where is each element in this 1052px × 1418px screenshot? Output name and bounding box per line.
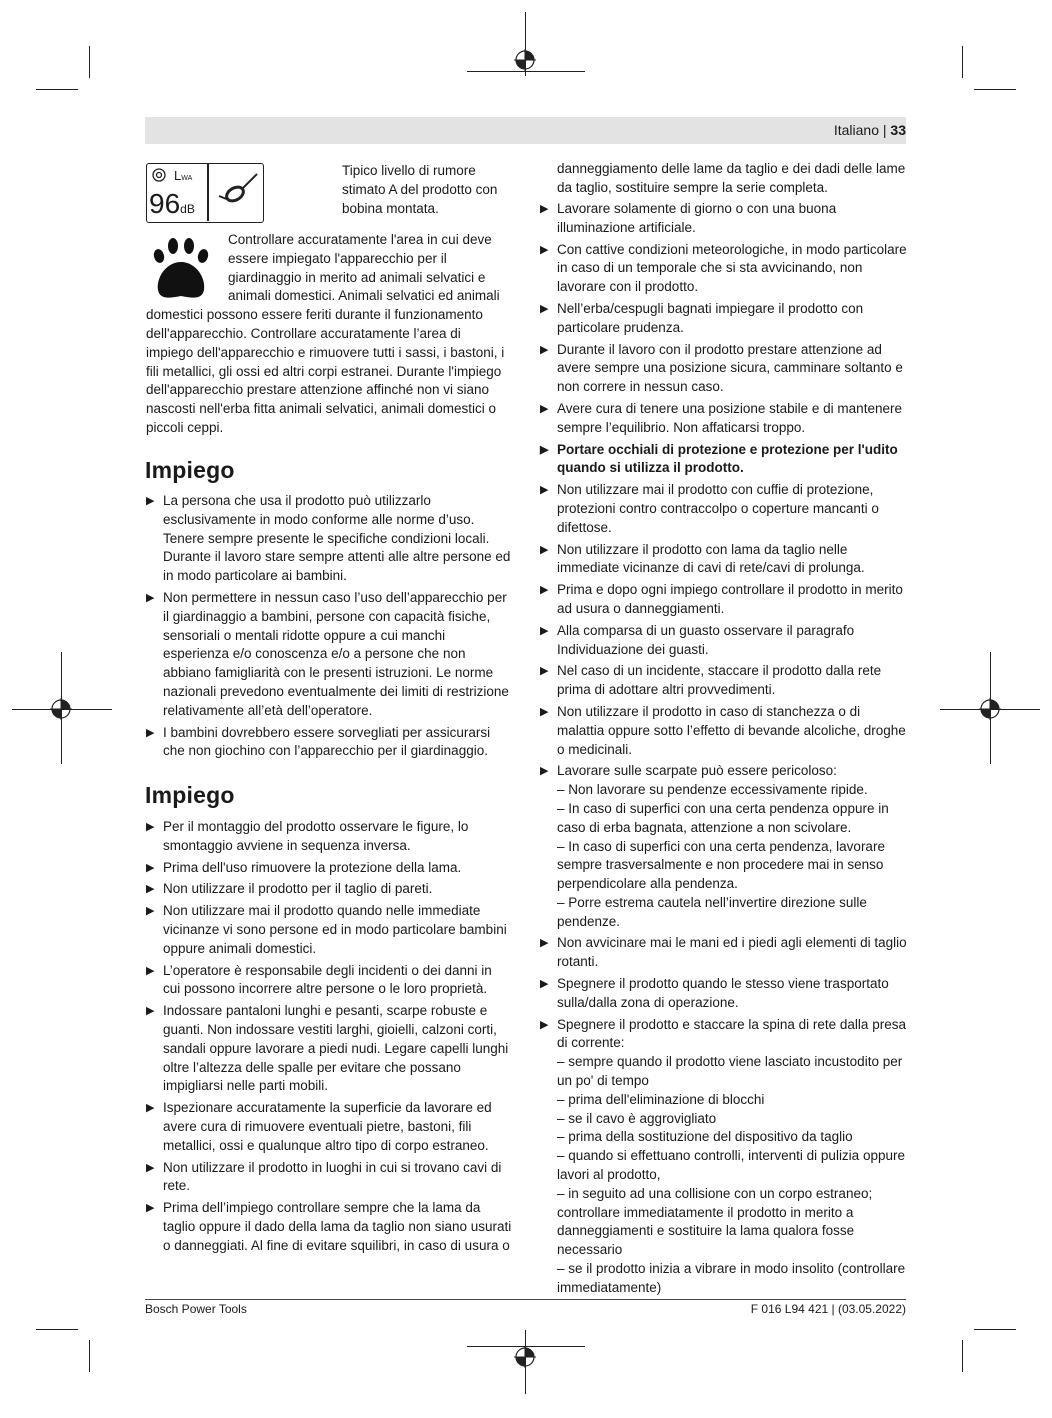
noise-level-pictogram: [146, 163, 264, 223]
list-item: ▶ I bambini dovrebbero essere sorvegliati per assicurarsi che non giochino con l’apparecchio per il giardinaggio.: [146, 724, 512, 762]
list-item: ▶ Nel caso di un incidente, staccare il prodotto dalla rete prima di adottare altri provvedimenti.: [540, 662, 907, 700]
sound-power-label: LWA: [174, 168, 193, 183]
crop-mark: [36, 89, 78, 90]
footer-doc-number: F 016 L94 421 | (03.05.2022): [750, 1302, 906, 1316]
list-item: ▶ Nell’erba/cespugli bagnati impiegare il prodotto con particolare prudenza.: [540, 300, 907, 338]
page-header: [834, 121, 906, 139]
list-item: ▶ Spegnere il prodotto quando le stesso viene trasportato sulla/dalla zona di operazione.: [540, 975, 907, 1013]
sound-level-value: 96dB: [149, 188, 195, 219]
list-item: ▶ Avere cura di tenere una posizione stabile e di mantenere sempre l’equilibrio. Non affaticarsi troppo.: [540, 400, 907, 438]
list-item: ▶ Non utilizzare il prodotto in luoghi in cui si trovano cavi di rete.: [146, 1159, 512, 1197]
page-number: 33: [890, 122, 906, 138]
crop-mark: [962, 1340, 963, 1372]
section-heading: Impiego: [145, 782, 235, 808]
list-item: ▶ La persona che usa il prodotto può utilizzarlo esclusivamente in modo conforme alle norme d’uso. Tenere sempre presente le specifiche condizioni locali. Durante il lavoro stare sempre attenti alle altre persone ed in modo particolare ai bambini.: [146, 492, 512, 586]
header-bar: [145, 117, 906, 144]
noise-caption: Tipico livello di rumore stimato A del prodotto con bobina montata.: [342, 163, 498, 216]
registration-target-icon: [514, 1346, 536, 1368]
list-item: ▶ Per il montaggio del prodotto osservare le figure, lo smontaggio avviene in sequenza inversa.: [146, 818, 512, 856]
crop-mark: [89, 46, 90, 78]
list-item: ▶ Prima dell'uso rimuovere la protezione della lama.: [146, 859, 512, 878]
trimmer-spool-icon: [213, 170, 261, 214]
continuation-text: danneggiamento delle lame da taglio e dei dadi delle lame da taglio, sostituire sempre la serie completa.: [557, 161, 906, 195]
list-item: ▶ Non permettere in nessun caso l’uso dell’apparecchio per il giardinaggio a bambini, persone con capacità fisiche, sensoriali o mentali ridotte oppure a cui manchi esperienza e/o conoscenza e/o a persone che non abbiano famigliarità con le presenti istruzioni. Le norme nazionali prevedono eventualmente dei limiti di restrizione relativamente all’età dell’operatore.: [146, 589, 512, 721]
divider: [207, 164, 209, 221]
list-item: ▶ Non utilizzare mai il prodotto con cuffie di protezione, protezioni contro contraccolpo o coperture mancanti o difettose.: [540, 481, 907, 537]
header-separator: |: [882, 122, 887, 138]
registration-target-icon: [50, 698, 72, 720]
list-item: ▶ Prima e dopo ogni impiego controllare il prodotto in merito ad usura o danneggiamenti.: [540, 581, 907, 619]
paw-print-icon: [146, 236, 216, 302]
wildlife-text: Controllare accuratamente l'area in cui deve essere impiegato l'apparecchio per il giardinaggio in merito ad animali selvatici e animali domestici. Animali selvatici ed animali domestici possono essere feriti durante il funzionamento dell'apparecchio. Controllare accuratamente l’area di impiego dell'apparecchio e rimuovere tutti i sassi, i bastoni, i fili metallici, gli ossi ed altri corpi estranei. Durante l'impiego dell'apparecchio prestare attenzione affinché non vi siano nascosti nell'erba fitta animali selvatici, animali domestici o piccoli ceppi.: [146, 232, 505, 435]
list-item-slopes: ▶ Lavorare sulle scarpate può essere pericoloso: – Non lavorare su pendenze eccessivamente ripide. – In caso di superfici con una certa pendenza oppure in caso di erba bagnata, attenzione a non scivolare. – In caso di superfici con una certa pendenza, lavorare sempre trasversalmente e non procedere mai in senso perpendicolare alla pendenza. – Porre estrema cautela nell’invertire direzione sulle pendenze.: [540, 762, 907, 931]
crop-mark: [36, 1329, 78, 1330]
list-item: ▶ Non avvicinare mai le mani ed i piedi agli elementi di taglio rotanti.: [540, 934, 907, 972]
section-heading: Impiego: [145, 457, 235, 483]
footer-divider: [145, 1299, 906, 1300]
list-item-bold: ▶ Portare occhiali di protezione e protezione per l'udito quando si utilizza il prodotto.: [540, 441, 907, 479]
right-column-list: [540, 200, 907, 1301]
gear-icon: [150, 167, 168, 183]
list-item: ▶ Non utilizzare il prodotto per il taglio di pareti.: [146, 880, 512, 899]
header-language: Italiano: [833, 122, 879, 138]
list-item: ▶ L’operatore è responsabile degli incidenti o dei danni in cui possono incorrere altre persone o le loro proprietà.: [146, 962, 512, 1000]
crop-mark: [467, 71, 585, 72]
crop-mark: [974, 1329, 1016, 1330]
list-item: ▶ Alla comparsa di un guasto osservare il paragrafo Individuazione dei guasti.: [540, 622, 907, 660]
list-item: ▶ Non utilizzare il prodotto in caso di stanchezza o di malattia oppure sotto l’effetto di bevande alcoliche, droghe o medicinali.: [540, 703, 907, 759]
crop-mark: [962, 46, 963, 78]
footer-brand: Bosch Power Tools: [145, 1302, 247, 1316]
list-item-unplug: ▶ Spegnere il prodotto e staccare la spina di rete dalla presa di corrente: – sempre quando il prodotto viene lasciato incustodito per un po' di tempo – prima dell'eliminazione di blocchi – se il cavo è aggrovigliato – prima della sostituzione del dispositivo da taglio – quando si effettuano controlli, interventi di pulizia oppure lavori al prodotto, – in seguito ad una collisione con un corpo estraneo; controllare immediatamente il prodotto in merito a danneggiamenti e sostituire la lama qualora fosse necessario – se il prodotto inizia a vibrare in modo insolito (controllare immediatamente): [540, 1016, 907, 1298]
section1-list: [146, 492, 512, 764]
list-item: ▶ Con cattive condizioni meteorologiche, in modo particolare in caso di un temporale che si sta avvicinando, non lavorare con il prodotto.: [540, 241, 907, 297]
list-item: ▶ Non utilizzare mai il prodotto quando nelle immediate vicinanze vi sono persone ed in modo particolare bambini oppure animali domestici.: [146, 902, 512, 958]
list-item: ▶ Indossare pantaloni lunghi e pesanti, scarpe robuste e guanti. Non indossare vestiti larghi, gioielli, calzoni corti, sandali oppure lavorare a piedi nudi. Legare capelli lunghi oltre l’altezza delle spalle per evitare che possano impigliarsi nelle parti mobili.: [146, 1002, 512, 1096]
list-item: ▶ Non utilizzare il prodotto con lama da taglio nelle immediate vicinanze di cavi di rete/cavi di prolunga.: [540, 541, 907, 579]
crop-mark: [974, 89, 1016, 90]
crop-mark: [89, 1340, 90, 1372]
list-item: ▶ Prima dell’impiego controllare sempre che la lama da taglio oppure il dado della lama da taglio non siano usurati o danneggiati. Al fine di evitare squilibri, in caso di usura o: [146, 1199, 512, 1255]
list-item: ▶ Lavorare solamente di giorno o con una buona illuminazione artificiale.: [540, 200, 907, 238]
registration-target-icon: [514, 49, 536, 71]
list-item: ▶ Ispezionare accuratamente la superficie da lavorare ed avere cura di rimuovere eventuali pietre, bastoni, fili metallici, ossi e qualunque altro tipo di corpo estraneo.: [146, 1099, 512, 1155]
list-item: ▶ Durante il lavoro con il prodotto prestare attenzione ad avere sempre una posizione sicura, camminare soltanto e non correre in nessun caso.: [540, 341, 907, 397]
registration-target-icon: [979, 698, 1001, 720]
section2-list: [146, 818, 512, 1259]
